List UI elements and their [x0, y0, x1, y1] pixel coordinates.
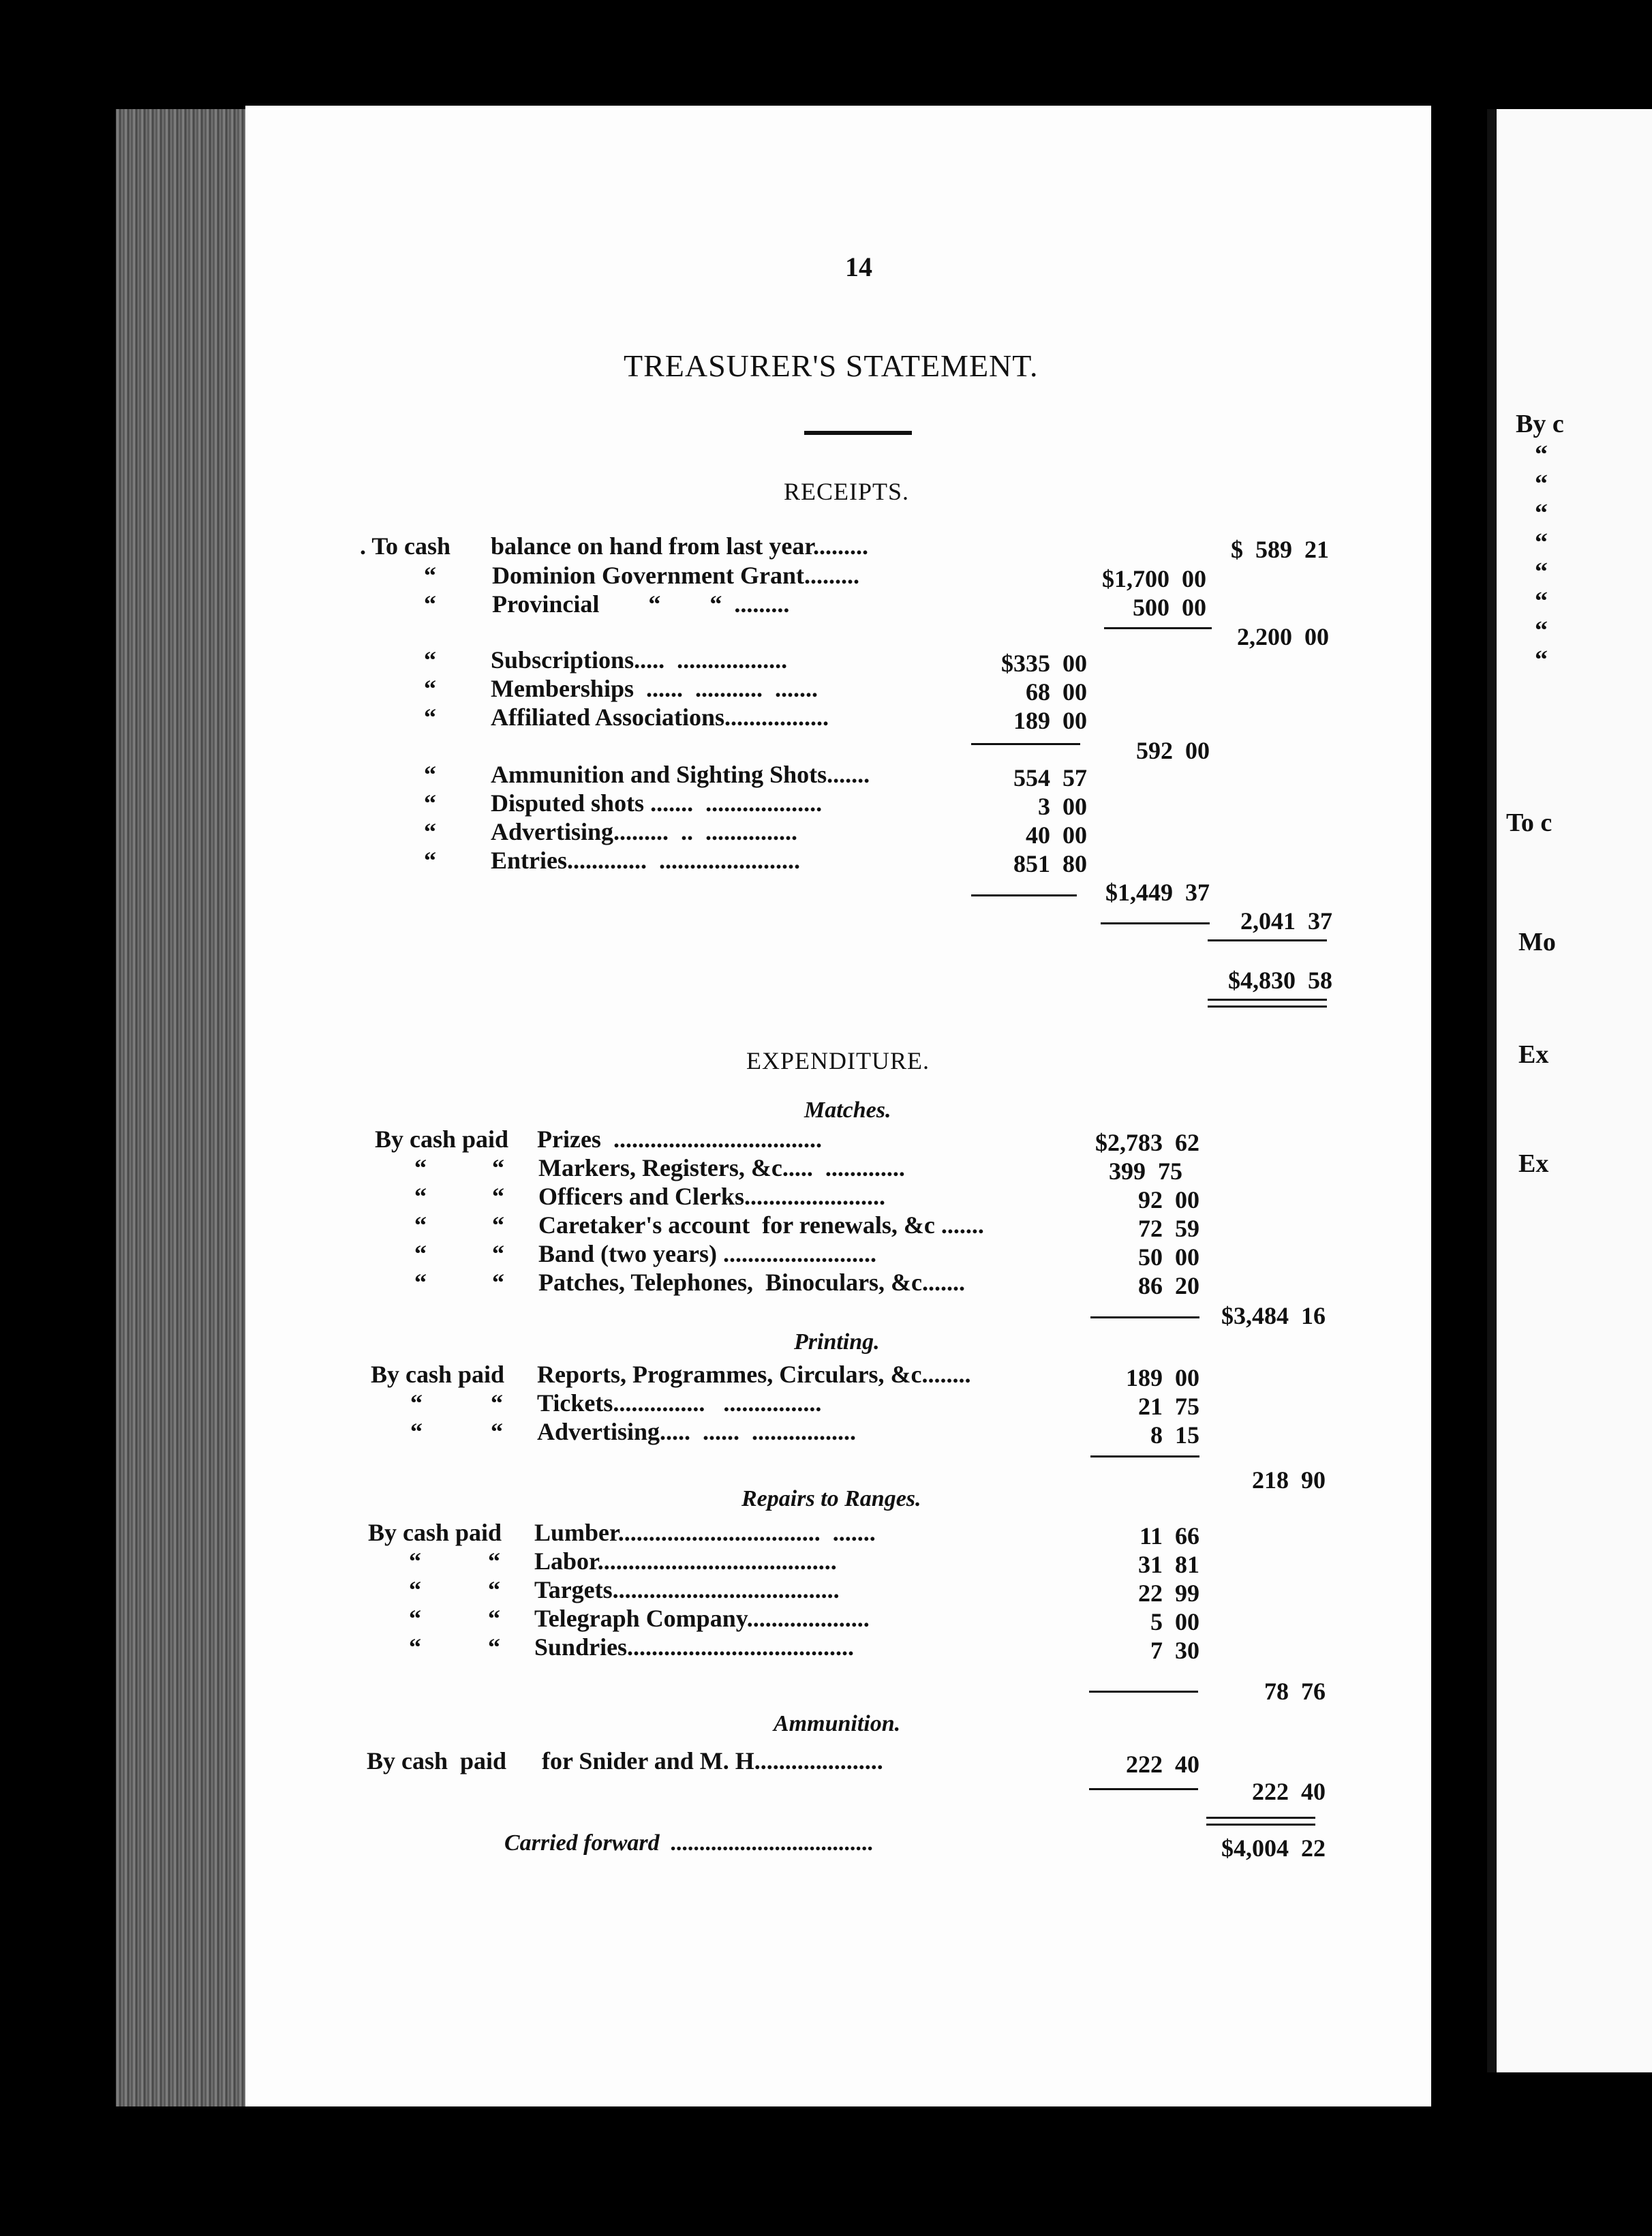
subtotal-rule [971, 894, 1077, 896]
document-page [245, 106, 1431, 2106]
expense-prefix: “ [492, 1211, 504, 1239]
expense-amount: 22 99 [1138, 1580, 1199, 1607]
expense-label: Band (two years) ......................... [538, 1240, 876, 1267]
facing-page-line: “ [1535, 528, 1548, 557]
receipt-prefix: . To cash [360, 532, 451, 560]
ammunition-subheading: Ammunition. [774, 1711, 901, 1736]
subtotal-rule [1104, 627, 1212, 629]
receipt-amount-col3: 2,200 00 [1237, 623, 1329, 650]
expense-prefix: “ [492, 1240, 504, 1267]
receipt-label: Ammunition and Sighting Shots....... [491, 761, 870, 788]
expense-label: Advertising..... ...... ................. [537, 1418, 856, 1445]
expense-amount: 11 66 [1139, 1522, 1199, 1550]
facing-page [1487, 109, 1652, 2072]
subtotal-rule [971, 743, 1080, 745]
expense-label: Reports, Programmes, Circulars, &c........ [537, 1361, 971, 1388]
expense-prefix: “ [414, 1269, 427, 1296]
expense-prefix: “ [492, 1183, 504, 1210]
expense-amount: 8 15 [1150, 1421, 1199, 1449]
expense-label: Caretaker's account for renewals, &c ....... [538, 1211, 984, 1239]
carried-forward-amount: $4,004 22 [1221, 1834, 1326, 1862]
receipt-amount-col2: $1,700 00 [1102, 565, 1206, 592]
page-title: TREASURER'S STATEMENT. [624, 348, 1039, 383]
receipt-amount-col1: $335 00 [1001, 650, 1087, 677]
receipt-prefix: “ [424, 704, 436, 731]
subtotal-rule [1101, 922, 1210, 924]
expense-label: for Snider and M. H..................... [542, 1747, 883, 1774]
subtotal-rule [1089, 1691, 1198, 1693]
repairs-subheading: Repairs to Ranges. [741, 1486, 921, 1511]
printing-total: 218 90 [1252, 1466, 1326, 1494]
expense-amount: 92 00 [1138, 1186, 1199, 1213]
title-rule [804, 431, 912, 435]
expense-prefix: “ [488, 1605, 500, 1632]
facing-page-line: “ [1535, 470, 1548, 498]
book-spine-edge [116, 109, 252, 2106]
subtotal-rule [1090, 1455, 1199, 1457]
receipt-prefix: “ [424, 590, 436, 618]
receipt-label: Memberships ...... ........... ....... [491, 675, 818, 702]
receipts-heading: RECEIPTS. [784, 478, 910, 505]
receipt-label: Advertising......... .. ............... [491, 818, 797, 845]
expense-prefix: “ [410, 1389, 423, 1417]
expense-prefix: “ [409, 1605, 421, 1632]
facing-page-line: “ [1535, 440, 1548, 469]
expense-amount: 72 59 [1138, 1215, 1199, 1242]
receipt-label: Entries............. ....................... [491, 847, 800, 874]
facing-page-line: Ex [1518, 1040, 1549, 1069]
receipt-label: Subscriptions..... .................. [491, 646, 788, 674]
receipt-amount-col1: 3 00 [1038, 793, 1087, 820]
receipt-label: balance on hand from last year......... [491, 532, 869, 560]
receipt-amount-col3: $ 589 21 [1231, 536, 1329, 563]
receipt-prefix: “ [424, 646, 436, 674]
subtotal-rule [1089, 1788, 1198, 1790]
expense-amount: 31 81 [1138, 1551, 1199, 1578]
expense-amount: 222 40 [1126, 1751, 1199, 1778]
receipt-prefix: “ [424, 847, 436, 874]
receipt-amount-col3: 2,041 37 [1240, 907, 1332, 935]
page-number: 14 [845, 252, 872, 282]
carried-forward-label: Carried forward ................................... [504, 1830, 874, 1856]
expense-prefix: “ [409, 1576, 421, 1603]
receipt-amount-col1: 40 00 [1026, 821, 1087, 849]
expense-amount: 86 20 [1138, 1272, 1199, 1299]
expense-prefix: By cash paid [371, 1361, 505, 1388]
receipt-amount-col1: 554 57 [1013, 764, 1087, 791]
receipt-prefix: “ [424, 789, 436, 817]
receipt-label: Disputed shots ....... ................... [491, 789, 823, 817]
receipt-prefix: “ [424, 675, 436, 702]
repairs-total: 78 76 [1264, 1678, 1326, 1705]
expense-prefix: “ [488, 1576, 500, 1603]
expense-label: Patches, Telephones, Binoculars, &c....... [538, 1269, 966, 1296]
expense-amount: 7 30 [1150, 1637, 1199, 1664]
subtotal-rule [1090, 1316, 1199, 1318]
expense-label: Tickets............... ................ [537, 1389, 822, 1417]
receipt-label: Affiliated Associations................. [491, 704, 829, 731]
expense-prefix: “ [410, 1418, 423, 1445]
receipt-amount-col1: 189 00 [1013, 707, 1087, 734]
facing-page-line: Mo [1518, 928, 1556, 956]
receipt-label: Dominion Government Grant......... [492, 562, 859, 589]
expense-label: Officers and Clerks....................... [538, 1183, 885, 1210]
expense-prefix: “ [414, 1211, 427, 1239]
expense-prefix: By cash paid [367, 1747, 507, 1774]
expense-prefix: “ [491, 1389, 503, 1417]
facing-page-line: “ [1535, 616, 1548, 645]
expense-prefix: “ [491, 1418, 503, 1445]
expense-label: Lumber................................. ....... [534, 1519, 876, 1546]
receipt-amount-col1: 68 00 [1026, 678, 1087, 706]
expense-amount: 399 75 [1109, 1158, 1182, 1185]
facing-page-line: “ [1535, 587, 1548, 616]
expense-label: Sundries..................................... [534, 1633, 855, 1661]
expense-amount: 5 00 [1150, 1608, 1199, 1635]
expense-prefix: “ [414, 1183, 427, 1210]
expense-prefix: By cash paid [368, 1519, 502, 1546]
receipt-amount-col2: 500 00 [1133, 594, 1206, 621]
receipt-prefix: “ [424, 818, 436, 845]
expenditure-heading: EXPENDITURE. [746, 1047, 930, 1074]
receipt-prefix: “ [424, 562, 436, 589]
expense-amount: 21 75 [1138, 1393, 1199, 1420]
expense-prefix: “ [409, 1633, 421, 1661]
expense-prefix: By cash paid [375, 1125, 509, 1153]
expense-amount: 189 00 [1126, 1364, 1199, 1391]
expense-prefix: “ [488, 1633, 500, 1661]
expense-label: Labor....................................... [534, 1547, 837, 1575]
expense-prefix: “ [488, 1547, 500, 1575]
expense-prefix: “ [492, 1269, 504, 1296]
receipt-label: Provincial “ “ ......... [492, 590, 790, 618]
expense-label: Targets..................................... [534, 1576, 840, 1603]
expense-label: Telegraph Company.................... [534, 1605, 870, 1632]
total-double-rule [1208, 1006, 1327, 1008]
printing-subheading: Printing. [794, 1329, 880, 1355]
total-double-rule [1208, 999, 1327, 1001]
facing-page-line: Ex [1518, 1149, 1549, 1178]
facing-page-line: “ [1535, 499, 1548, 528]
expense-prefix: “ [414, 1240, 427, 1267]
expense-prefix: “ [414, 1154, 427, 1181]
expense-amount: $2,783 62 [1095, 1129, 1199, 1156]
ammunition-total: 222 40 [1252, 1778, 1326, 1805]
facing-page-line: “ [1535, 558, 1548, 586]
receipt-amount-col2: 592 00 [1136, 737, 1210, 764]
facing-page-line: By c [1516, 410, 1564, 438]
matches-subheading: Matches. [804, 1098, 891, 1123]
expense-prefix: “ [409, 1547, 421, 1575]
total-rule [1206, 1817, 1315, 1819]
total-rule [1208, 939, 1327, 941]
expense-amount: 50 00 [1138, 1243, 1199, 1271]
receipts-total: $4,830 58 [1228, 967, 1332, 994]
receipt-prefix: “ [424, 761, 436, 788]
matches-total: $3,484 16 [1221, 1302, 1326, 1329]
total-rule [1206, 1824, 1315, 1826]
expense-label: Prizes .................................. [537, 1125, 822, 1153]
facing-page-line: To c [1506, 809, 1552, 837]
expense-label: Markers, Registers, &c..... ............. [538, 1154, 905, 1181]
receipt-amount-col1: 851 80 [1013, 850, 1087, 877]
expense-prefix: “ [492, 1154, 504, 1181]
receipt-amount-col2: $1,449 37 [1105, 879, 1210, 906]
facing-page-line: “ [1535, 646, 1548, 674]
